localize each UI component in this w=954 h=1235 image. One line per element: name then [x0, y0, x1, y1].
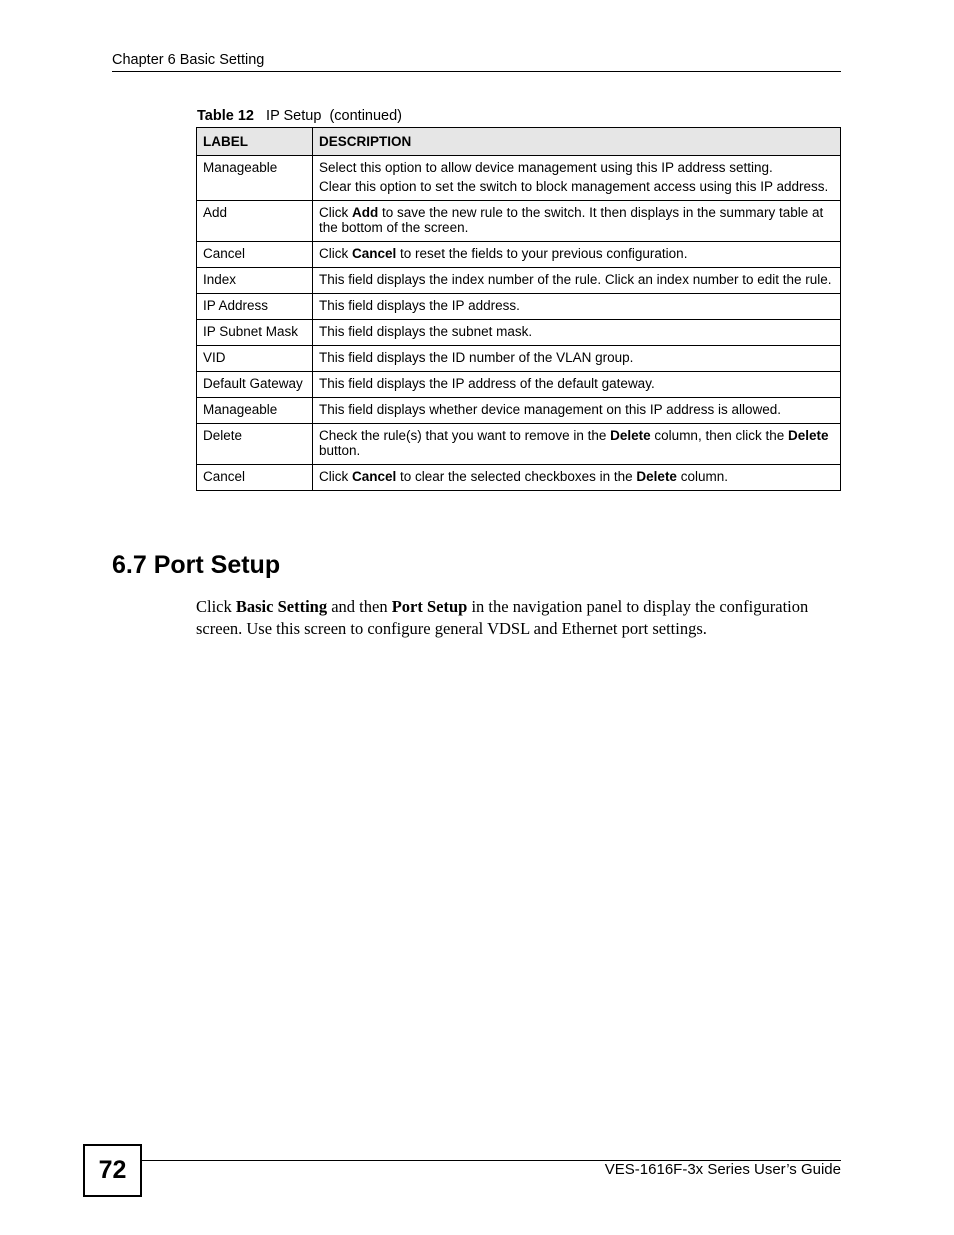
row-label: IP Address: [197, 294, 313, 320]
bold-term: Delete: [610, 428, 651, 443]
row-label: Index: [197, 268, 313, 294]
description-paragraph: [319, 272, 834, 287]
guide-title: VES-1616F-3x Series User’s Guide: [604, 1161, 841, 1178]
text-run: and then: [327, 597, 392, 616]
description-paragraph: [319, 160, 834, 175]
text-run: column, then click the: [650, 428, 788, 443]
bold-term: Delete: [636, 469, 677, 484]
row-description: [313, 346, 841, 372]
row-label: Manageable: [197, 156, 313, 201]
table-row: [197, 242, 841, 268]
text-run: This field displays the IP address.: [319, 298, 520, 313]
table-row: [197, 372, 841, 398]
table-row: [197, 156, 841, 201]
description-paragraph: [319, 350, 834, 365]
description-paragraph: [319, 376, 834, 391]
description-paragraph: [319, 179, 834, 194]
description-paragraph: [319, 205, 834, 235]
row-label: Delete: [197, 424, 313, 465]
bold-term: Basic Setting: [235, 597, 328, 616]
running-header: Chapter 6 Basic Setting: [112, 52, 265, 68]
text-run: This field displays the subnet mask.: [319, 324, 533, 339]
table-row: [197, 268, 841, 294]
text-run: This field displays whether device management on this IP address is allowed.: [319, 402, 781, 417]
text-run: Click: [319, 205, 352, 220]
text-run: Click: [319, 469, 352, 484]
section-paragraph: [196, 596, 846, 640]
table-body: [197, 156, 841, 491]
bold-term: Cancel: [352, 246, 397, 261]
text-run: Click: [319, 246, 352, 261]
bold-term: Cancel: [352, 469, 397, 484]
row-label: VID: [197, 346, 313, 372]
row-description: [313, 294, 841, 320]
column-header-description: DESCRIPTION: [313, 128, 841, 156]
table-row: [197, 320, 841, 346]
row-description: [313, 372, 841, 398]
table-caption: [197, 108, 402, 124]
bold-term: Delete: [788, 428, 829, 443]
text-run: column.: [676, 469, 728, 484]
row-label: Cancel: [197, 465, 313, 491]
text-run: Select this option to allow device management using this IP address setting.: [319, 160, 773, 175]
page-number: 72: [83, 1144, 142, 1197]
description-paragraph: [319, 469, 834, 484]
row-description: [313, 465, 841, 491]
description-paragraph: [319, 298, 834, 313]
table-row: [197, 465, 841, 491]
section-heading: 6.7 Port Setup: [112, 551, 281, 579]
text-run: This field displays the IP address of the default gateway.: [319, 376, 655, 391]
text-run: to save the new rule to the switch. It then displays in the summary table at the bottom of the screen.: [319, 205, 824, 235]
text-run: Click: [196, 597, 236, 616]
description-paragraph: [319, 402, 834, 417]
header-rule: [112, 71, 841, 72]
ip-setup-table: [196, 127, 841, 491]
row-label: Manageable: [197, 398, 313, 424]
table-row: [197, 346, 841, 372]
row-description: [313, 320, 841, 346]
description-paragraph: [319, 246, 834, 261]
table-row: [197, 294, 841, 320]
table-caption-label: Table 12: [197, 108, 254, 124]
row-description: [313, 201, 841, 242]
text-run: in the navigation panel to display the configuration screen. Use this screen to configure general VDSL and Ethernet port settings.: [196, 597, 809, 638]
table-row: [197, 424, 841, 465]
text-run: This field displays the ID number of the VLAN group.: [319, 350, 634, 365]
row-label: Cancel: [197, 242, 313, 268]
table-caption-title: IP Setup (continued): [266, 108, 403, 124]
table-header-row: [197, 128, 841, 156]
text-run: to clear the selected checkboxes in the: [396, 469, 637, 484]
row-description: [313, 398, 841, 424]
table-row: [197, 201, 841, 242]
row-label: Default Gateway: [197, 372, 313, 398]
row-label: IP Subnet Mask: [197, 320, 313, 346]
row-description: [313, 268, 841, 294]
description-paragraph: [319, 428, 834, 458]
table-row: [197, 398, 841, 424]
row-description: [313, 242, 841, 268]
text-run: button.: [319, 443, 361, 458]
text-run: This field displays the index number of the rule. Click an index number to edit the rule.: [319, 272, 832, 287]
text-run: to reset the fields to your previous configuration.: [396, 246, 688, 261]
column-header-label: LABEL: [197, 128, 313, 156]
row-description: [313, 156, 841, 201]
text-run: Clear this option to set the switch to block management access using this IP address.: [319, 179, 829, 194]
row-description: [313, 424, 841, 465]
row-label: Add: [197, 201, 313, 242]
description-paragraph: [319, 324, 834, 339]
text-run: Check the rule(s) that you want to remove in the: [319, 428, 611, 443]
bold-term: Add: [352, 205, 379, 220]
bold-term: Port Setup: [391, 597, 468, 616]
